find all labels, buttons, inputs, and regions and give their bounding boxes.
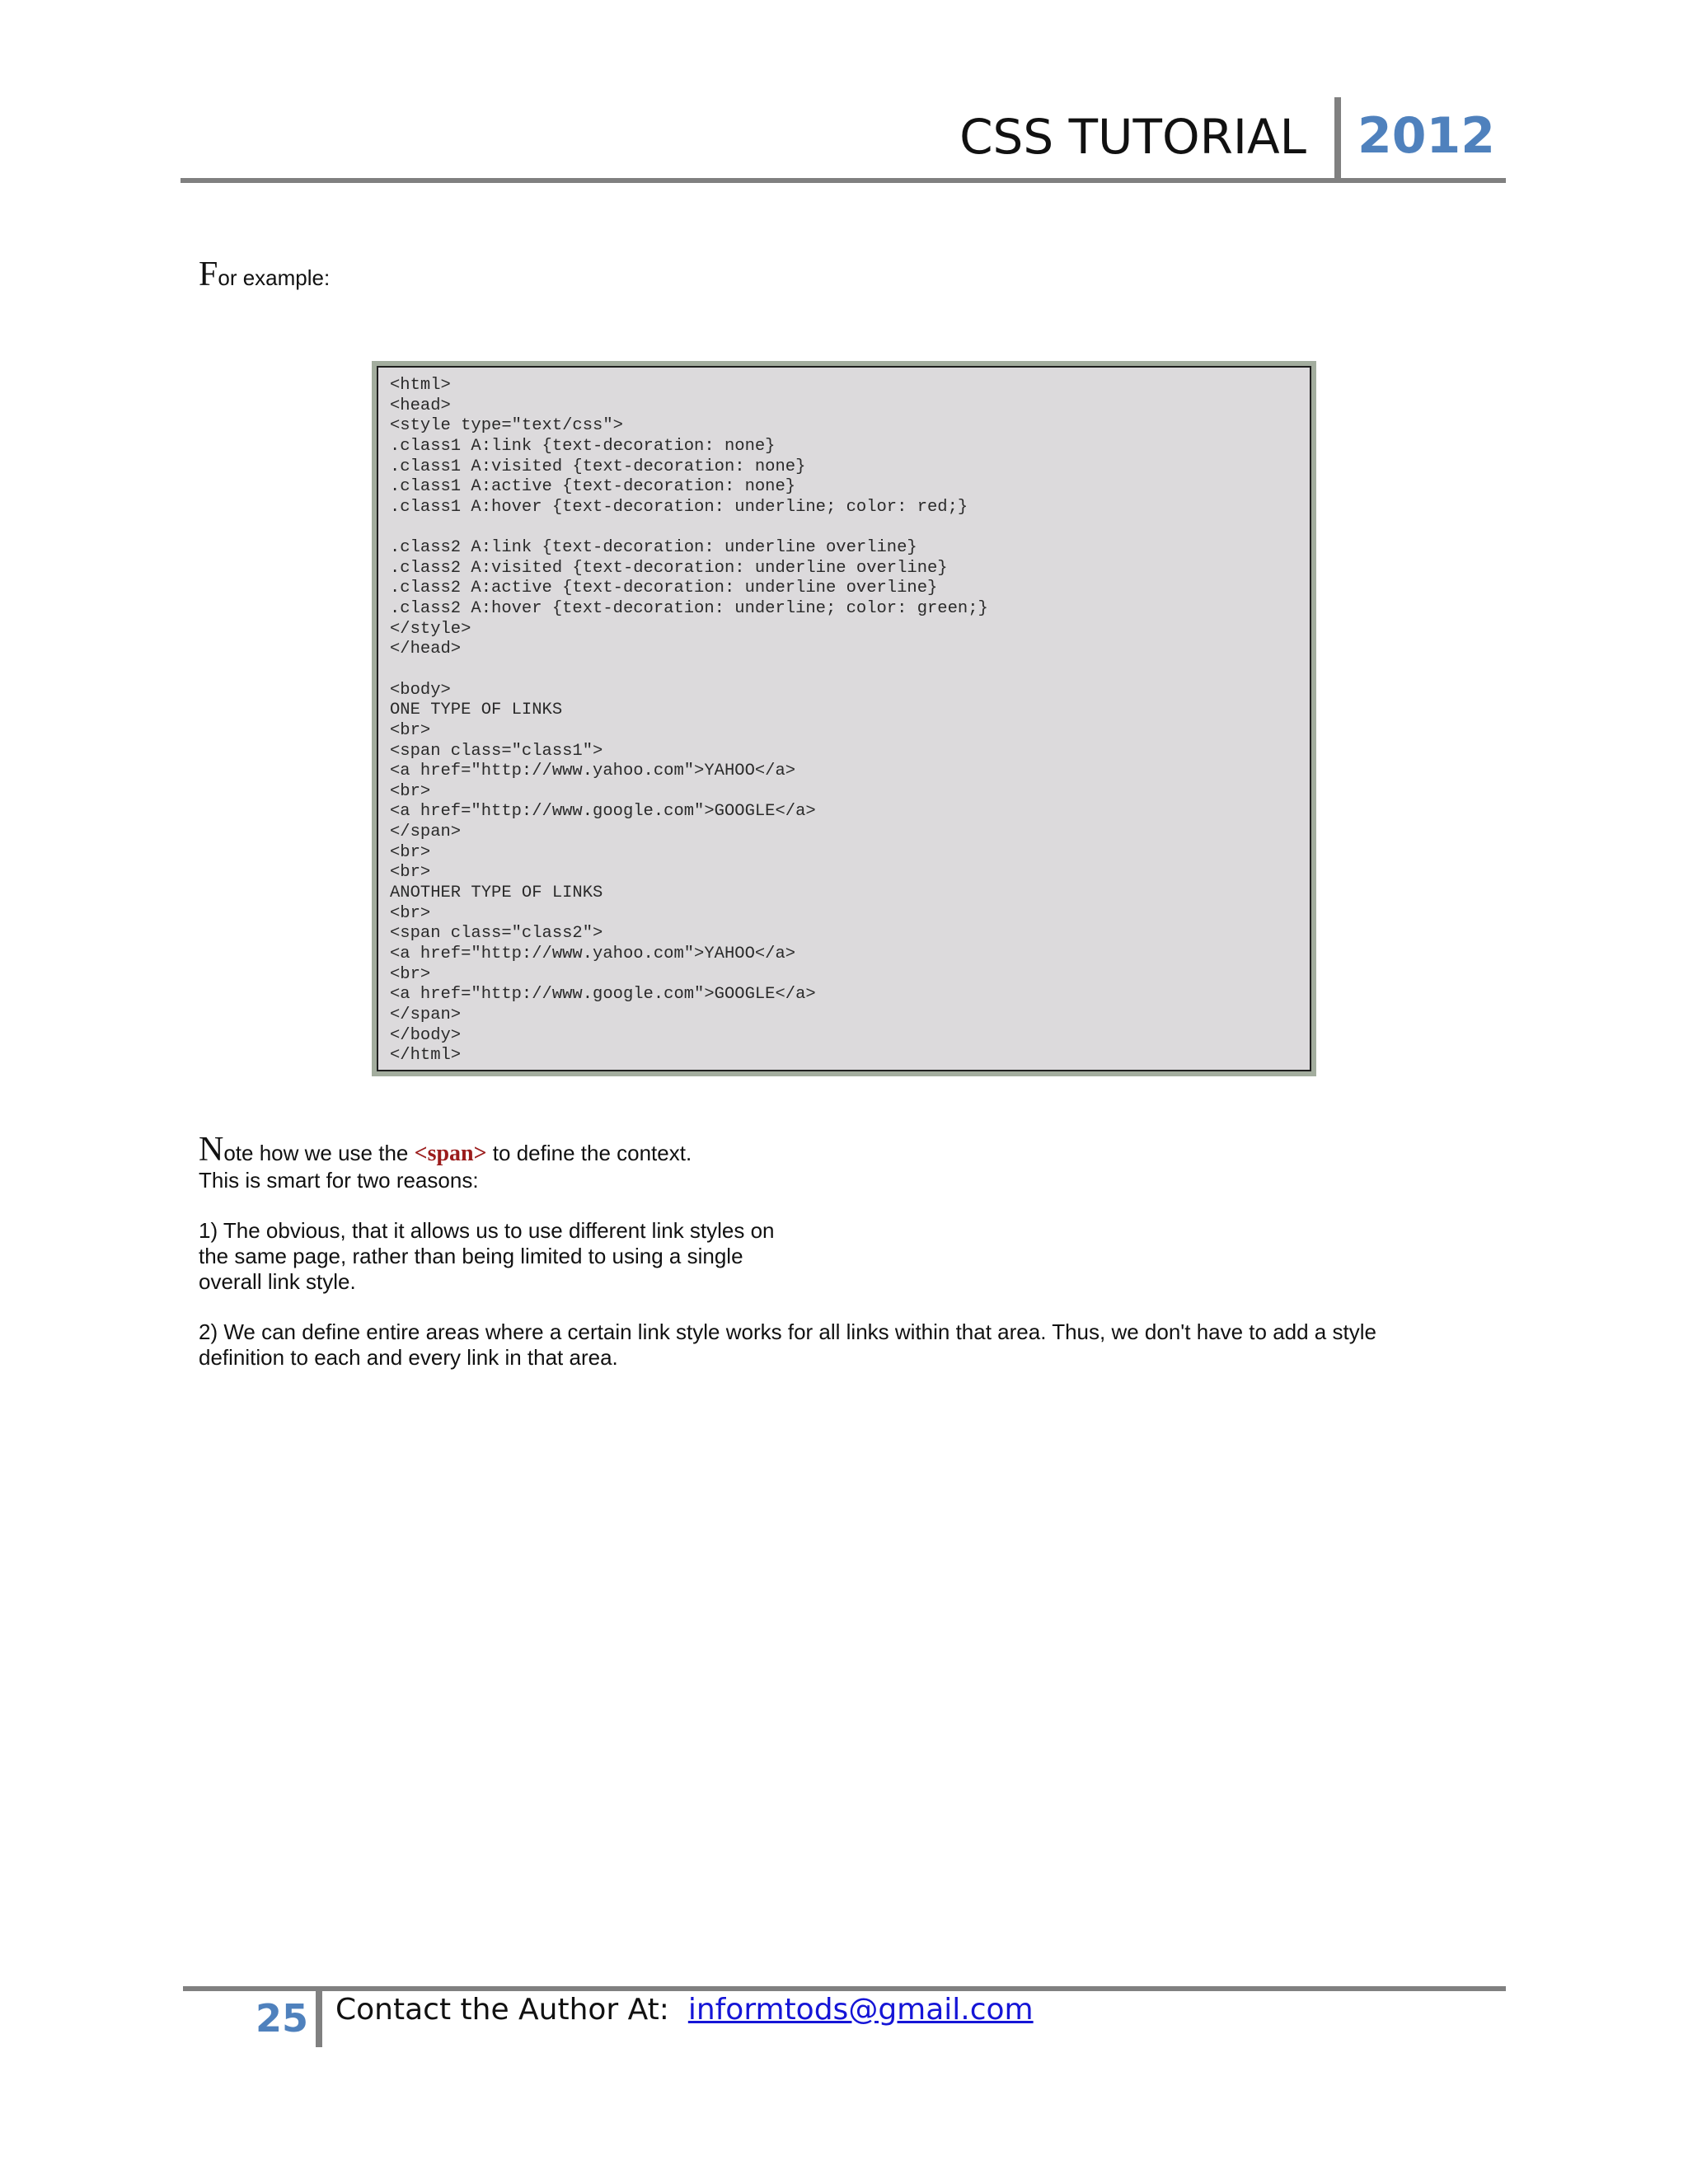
- note-line-2: This is smart for two reasons:: [199, 1168, 479, 1193]
- code-line: <body>: [390, 680, 451, 700]
- page-number: 25: [256, 1996, 309, 2041]
- footer-divider: [316, 1991, 322, 2047]
- code-line: <a href="http://www.yahoo.com">YAHOO</a>: [390, 762, 796, 781]
- code-line: .class2 A:link {text-decoration: underline overline}: [390, 538, 917, 558]
- note-text-after: to define the context.: [486, 1141, 692, 1165]
- code-line: <br>: [390, 842, 431, 862]
- reason-2-line: definition to each and every link in that area.: [199, 1345, 618, 1370]
- code-line: </html>: [390, 1046, 462, 1066]
- code-line: [390, 518, 1310, 538]
- footer-rule: [183, 1986, 1506, 1991]
- code-example-frame: [372, 361, 1316, 1076]
- reason-2-line: 2) We can define entire areas where a certain link style works for all links within that area. Thus, we don't have to add a style: [199, 1319, 1376, 1344]
- code-example-box: [377, 366, 1311, 1071]
- header-year: 2012: [1357, 107, 1495, 165]
- contact-label: Contact the Author At:: [335, 1993, 669, 2027]
- code-line: </span>: [390, 823, 462, 842]
- header-rule: [181, 178, 1506, 183]
- code-line: ONE TYPE OF LINKS: [390, 701, 563, 720]
- intro-dropcap: F: [199, 255, 218, 293]
- author-email-link[interactable]: informtods@gmail.com: [687, 1993, 1034, 2027]
- span-tag-highlight: <span>: [414, 1141, 487, 1166]
- code-line: <html>: [390, 376, 451, 395]
- code-line: .class1 A:active {text-decoration: none}: [390, 477, 796, 497]
- code-line: <head>: [390, 396, 451, 415]
- reason-1-line: overall link style.: [199, 1269, 356, 1294]
- reason-1-line: 1) The obvious, that it allows us to use different link styles on: [199, 1218, 775, 1243]
- code-line: <span class="class1">: [390, 741, 603, 761]
- code-line: ANOTHER TYPE OF LINKS: [390, 883, 603, 903]
- code-line: <br>: [390, 720, 431, 740]
- code-line: <br>: [390, 903, 431, 923]
- code-line: <br>: [390, 781, 431, 801]
- code-line: .class2 A:visited {text-decoration: underline overline}: [390, 558, 948, 578]
- code-line: .class2 A:active {text-decoration: underline overline}: [390, 579, 938, 598]
- code-line: .class1 A:hover {text-decoration: underline; color: red;}: [390, 497, 968, 517]
- note-paragraph: [199, 1131, 692, 1169]
- header-title: CSS TUTORIAL: [959, 109, 1306, 165]
- footer-contact: [335, 1993, 1034, 2027]
- code-line: </span>: [390, 1005, 462, 1024]
- intro-paragraph: [199, 255, 331, 293]
- intro-text: or example:: [218, 265, 331, 290]
- page-header: [181, 97, 1506, 183]
- code-line: <a href="http://www.google.com">GOOGLE</a>: [390, 985, 816, 1005]
- code-line: <span class="class2">: [390, 924, 603, 944]
- code-line: <style type="text/css">: [390, 416, 623, 436]
- code-line: </head>: [390, 640, 462, 659]
- code-line: </body>: [390, 1025, 462, 1045]
- code-line: <a href="http://www.yahoo.com">YAHOO</a>: [390, 944, 796, 963]
- code-line: <br>: [390, 964, 431, 984]
- header-divider: [1334, 97, 1341, 180]
- code-line: .class1 A:link {text-decoration: none}: [390, 436, 776, 456]
- code-line: .class1 A:visited {text-decoration: none}: [390, 457, 806, 476]
- note-text-before: ote how we use the: [223, 1141, 415, 1165]
- note-dropcap: N: [199, 1131, 224, 1169]
- code-line: </style>: [390, 619, 471, 639]
- code-line: <a href="http://www.google.com">GOOGLE</a>: [390, 802, 816, 822]
- code-line: [390, 660, 1310, 681]
- code-line: <br>: [390, 863, 431, 883]
- reason-1-line: the same page, rather than being limited to using a single: [199, 1244, 743, 1268]
- code-line: .class2 A:hover {text-decoration: underline; color: green;}: [390, 599, 988, 619]
